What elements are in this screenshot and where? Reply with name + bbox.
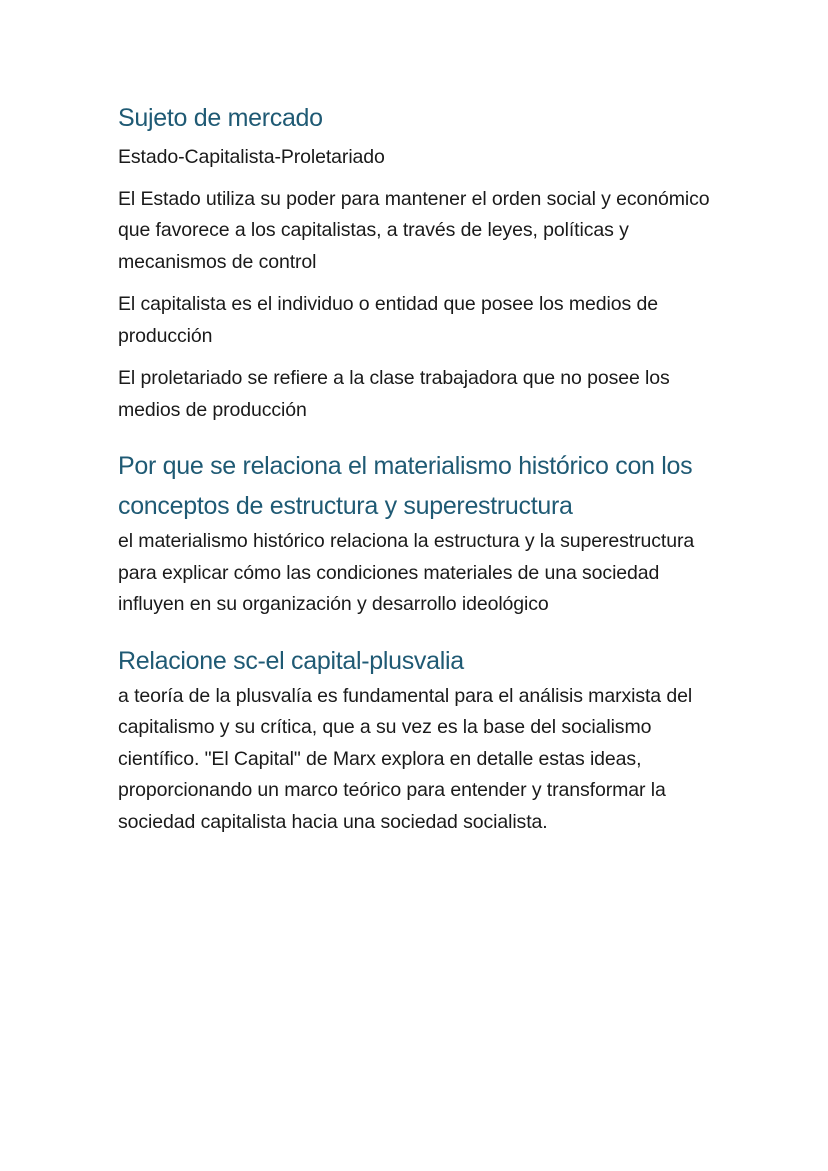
paragraph: Estado-Capitalista-Proletariado <box>118 146 385 168</box>
document-page <box>118 98 718 838</box>
section-heading-sujeto-de-mercado: Sujeto de mercado <box>118 104 323 132</box>
section-heading-materialismo-historico: Por que se relaciona el materialismo histórico con los conceptos de estructura y superestructura <box>118 452 693 520</box>
section-heading-capital-plusvalia: Relacione sc-el capital-plusvalia <box>118 646 464 675</box>
paragraph: El Estado utiliza su poder para mantener el orden social y económico que favorece a los capitalistas, a través de leyes, políticas y mecanismos de control <box>118 187 710 273</box>
paragraph: a teoría de la plusvalía es fundamental para el análisis marxista del capitalismo y su crítica, que a su vez es la base del socialismo científico. "El Capital" de Marx explora en detalle estas ideas, proporcionando un marco teórico para entender y transformar la sociedad capitalista hacia una sociedad socialista. <box>118 684 693 833</box>
paragraph: El capitalista es el individuo o entidad que posee los medios de producción <box>118 293 658 347</box>
paragraph: el materialismo histórico relaciona la estructura y la superestructura para explicar cómo las condiciones materiales de una sociedad influyen en su organización y desarrollo ideológico <box>118 530 695 615</box>
paragraph: El proletariado se refiere a la clase trabajadora que no posee los medios de producción <box>118 367 670 421</box>
